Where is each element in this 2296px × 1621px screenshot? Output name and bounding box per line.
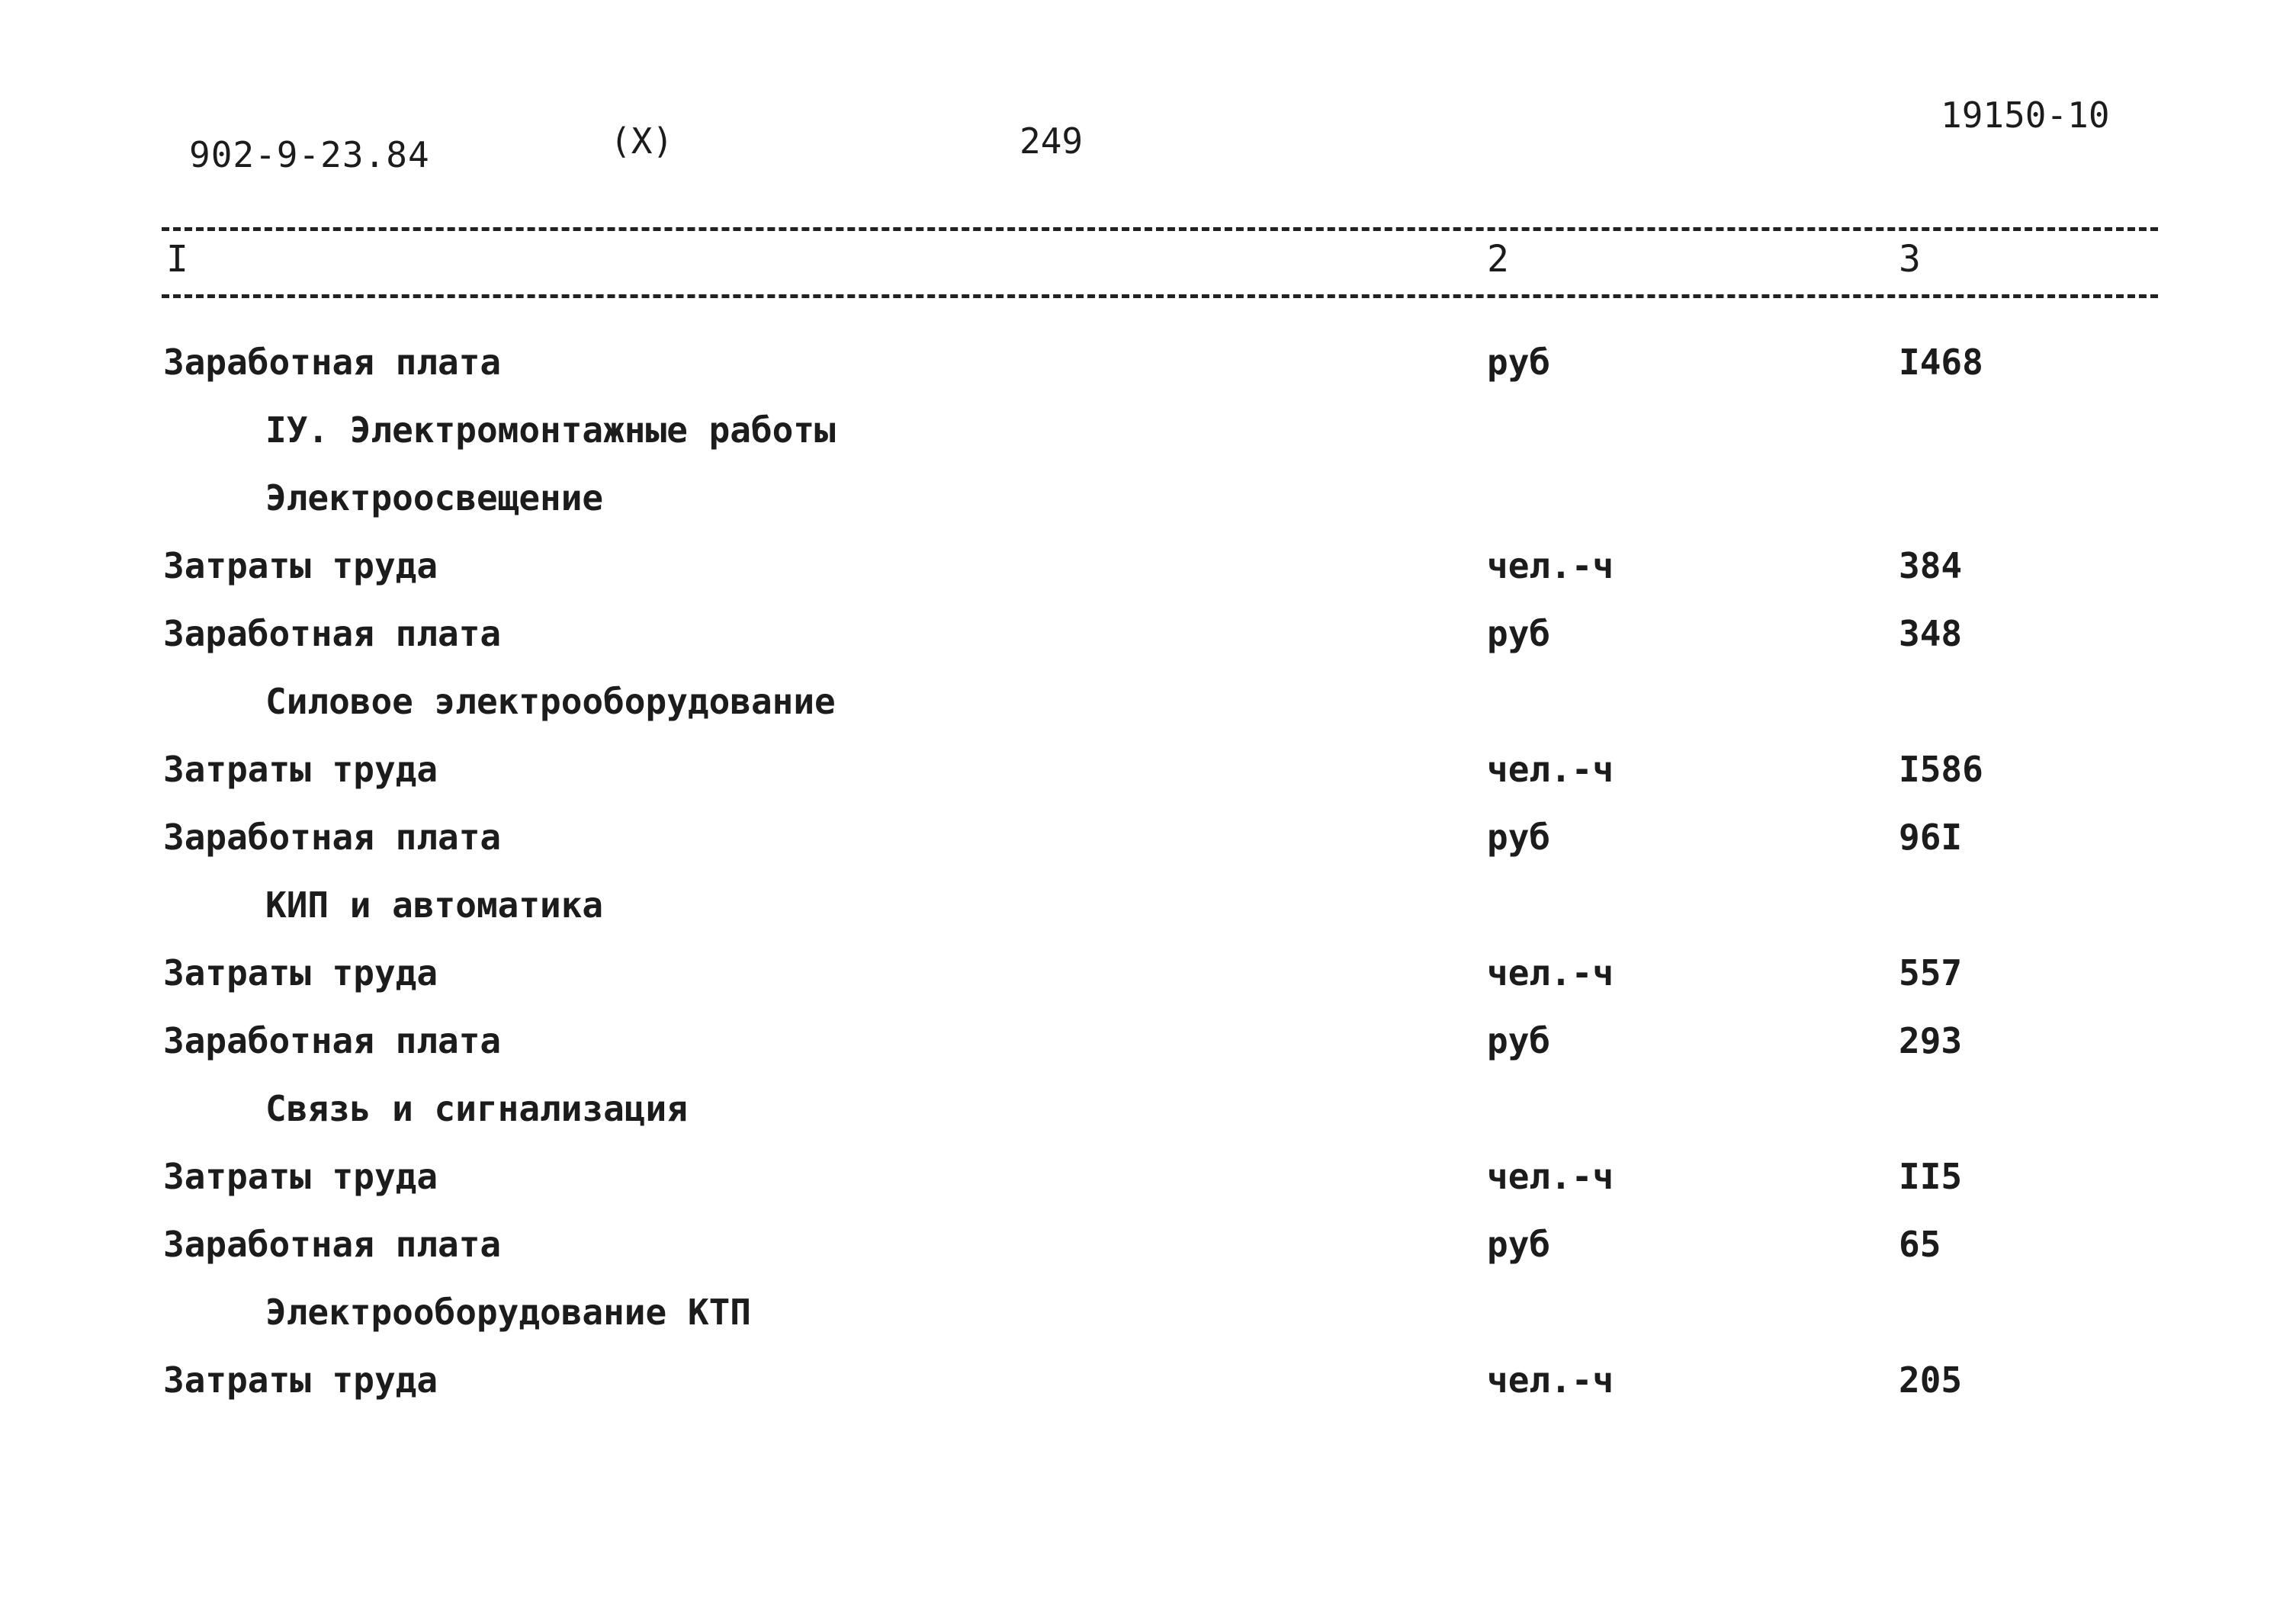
section-heading-row — [0, 406, 2296, 474]
table-row — [0, 542, 2296, 610]
table-top-divider — [162, 227, 2158, 231]
row-label: Затраты труда — [163, 1359, 438, 1401]
row-unit: чел.-ч — [1487, 952, 1614, 993]
row-value: I468 — [1899, 342, 1983, 383]
row-label: Заработная плата — [163, 613, 502, 654]
section-heading: КИП и автоматика — [265, 884, 604, 926]
row-unit: чел.-ч — [1487, 1156, 1614, 1197]
row-label: Заработная плата — [163, 1020, 502, 1061]
row-unit: руб — [1487, 613, 1551, 654]
table-row — [0, 339, 2296, 406]
section-heading: Силовое электрооборудование — [265, 681, 836, 722]
row-label: Затраты труда — [163, 952, 438, 993]
row-label: Затраты труда — [163, 749, 438, 790]
section-heading-row — [0, 881, 2296, 949]
archive-number: 19150-10 — [1941, 95, 2110, 136]
row-value: 293 — [1899, 1020, 1963, 1061]
section-heading-row — [0, 678, 2296, 746]
table-row — [0, 1356, 2296, 1424]
table-row — [0, 1017, 2296, 1085]
section-heading: Электроосвещение — [265, 477, 604, 518]
section-heading-row — [0, 1085, 2296, 1153]
row-unit: чел.-ч — [1487, 1359, 1614, 1401]
row-value: 96I — [1899, 817, 1963, 858]
section-heading: Связь и сигнализация — [265, 1088, 688, 1129]
section-heading-row — [0, 474, 2296, 542]
table-header-divider — [162, 294, 2158, 298]
row-label: Затраты труда — [163, 1156, 438, 1197]
page-number: 249 — [1020, 120, 1084, 162]
row-label: Заработная плата — [163, 342, 502, 383]
column-header-1: I — [166, 238, 188, 281]
row-value: 65 — [1899, 1224, 1941, 1265]
column-header-3: 3 — [1899, 238, 1921, 281]
table-row — [0, 746, 2296, 814]
row-unit: руб — [1487, 1020, 1551, 1061]
document-code: 902-9-23.84 — [189, 134, 430, 175]
section-heading: Электрооборудование КТП — [265, 1292, 751, 1333]
row-label: Затраты труда — [163, 545, 438, 586]
row-label: Заработная плата — [163, 1224, 502, 1265]
row-unit: руб — [1487, 817, 1551, 858]
table-row — [0, 814, 2296, 881]
row-value: 384 — [1899, 545, 1963, 586]
section-heading: IУ. Электромонтажные работы — [265, 409, 836, 451]
table-row — [0, 1153, 2296, 1221]
row-value: I586 — [1899, 749, 1983, 790]
table-row — [0, 610, 2296, 678]
section-heading-row — [0, 1289, 2296, 1356]
row-unit: руб — [1487, 1224, 1551, 1265]
row-unit: чел.-ч — [1487, 545, 1614, 586]
row-value: 205 — [1899, 1359, 1963, 1401]
table-row — [0, 949, 2296, 1017]
row-value: II5 — [1899, 1156, 1963, 1197]
column-header-2: 2 — [1487, 238, 1509, 281]
section-mark: (X) — [610, 120, 674, 162]
row-value: 348 — [1899, 613, 1963, 654]
table-row — [0, 1221, 2296, 1289]
table-body — [0, 339, 2296, 1424]
row-unit: чел.-ч — [1487, 749, 1614, 790]
row-value: 557 — [1899, 952, 1963, 993]
row-label: Заработная плата — [163, 817, 502, 858]
row-unit: руб — [1487, 342, 1551, 383]
